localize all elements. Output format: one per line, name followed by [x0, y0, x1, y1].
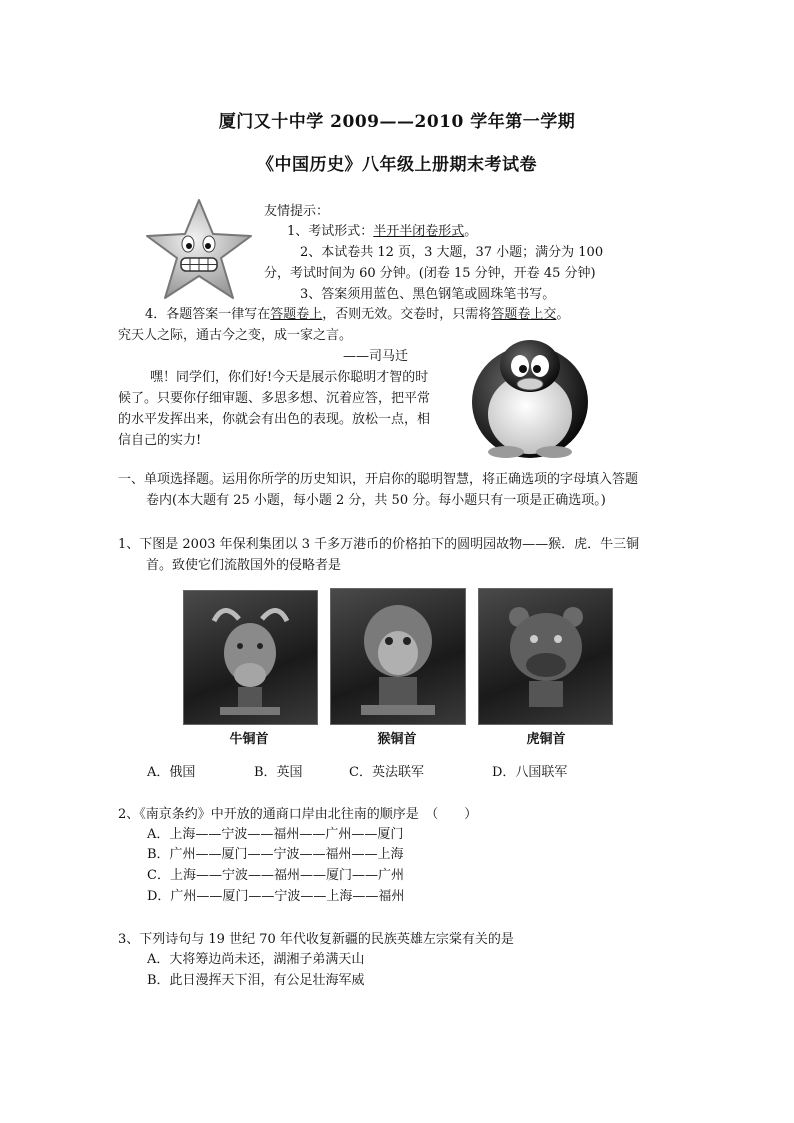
tip-4 [145, 305, 569, 325]
star-mascot-icon [143, 196, 255, 304]
q2-stem: 2、《南京条约》中开放的通商口岸由北往南的顺序是 （ ） [118, 807, 478, 822]
greeting-line-2: 候了。只要你仔细审题、多思多想、沉着应答，把平常 [118, 391, 431, 406]
q3-option-a: A．大将筹边尚未还，湖湘子弟满天山 [147, 952, 365, 967]
q1-option-c: C．英法联军 [349, 765, 424, 780]
caption-ox-head: 牛铜首 [229, 732, 269, 747]
q1-option-d: D．八国联军 [492, 765, 568, 780]
tiger-head-photo [478, 588, 613, 725]
q1-stem-line-1: 1、下图是 2003 年保利集团以 3 千多万港币的价格拍下的圆明园故物——猴．虎．牛三铜 [118, 537, 640, 552]
caption-monkey-head: 猴铜首 [377, 732, 417, 747]
quote-text: 究天人之际，通古今之变，成一家之言。 [118, 328, 353, 343]
monkey-head-icon [331, 589, 465, 724]
q3-stem: 3、下列诗句与 19 世纪 70 年代收复新疆的民族英雄左宗棠有关的是 [118, 932, 514, 947]
tip-1 [287, 222, 477, 242]
q1-option-b: B．英国 [254, 765, 303, 780]
tiger-head-icon [479, 589, 612, 724]
tip-4-c: 。 [556, 307, 570, 322]
tip-4-underlined-2: 答题卷上交 [491, 307, 557, 322]
tip-4-underlined-1: 答题卷上 [270, 307, 323, 322]
ox-head-photo [183, 590, 318, 725]
q2-option-c: C．上海——宁波——福州——厦门——广州 [147, 868, 404, 883]
greeting-line-4: 信自己的实力! [118, 433, 202, 448]
ox-head-icon [184, 591, 317, 724]
tip-1-underlined: 半开半闭卷形式 [373, 224, 465, 239]
q1-option-a: A．俄国 [147, 765, 196, 780]
tip-3: 3、答案须用蓝色、黑色钢笔或圆珠笔书写。 [300, 287, 556, 302]
section-1-note: 卷内(本大题有 25 小题，每小题 2 分，共 50 分。每小题只有一项是正确选项。) [146, 493, 606, 508]
caption-tiger-head: 虎铜首 [526, 732, 566, 747]
q2-option-b: B．广州——厦门——宁波——福州——上海 [147, 847, 404, 862]
q2-option-a: A．上海——宁波——福州——广州——厦门 [147, 827, 404, 842]
exam-title-school: 厦门又十中学 2009——2010 学年第一学期 [218, 112, 576, 132]
tip-1-prefix: 1、考试形式： [287, 224, 374, 239]
exam-title-subject: 《中国历史》八年级上册期末考试卷 [257, 155, 537, 175]
tip-2b: 分，考试时间为 60 分钟。(闭卷 15 分钟，开卷 45 分钟) [264, 266, 596, 281]
tip-2a: 2、本试卷共 12 页，3 大题，37 小题；满分为 100 [300, 245, 604, 260]
tip-4-a: 4．各题答案一律写在 [145, 307, 271, 322]
tips-heading: 友情提示： [264, 204, 330, 219]
tip-1-suffix: 。 [464, 224, 478, 239]
q2-option-d: D．广州——厦门——宁波——上海——福州 [147, 889, 405, 904]
tip-4-b: ，否则无效。交卷时，只需将 [322, 307, 492, 322]
quote-author: ——司马迁 [343, 349, 409, 364]
section-1-heading: 一、单项选择题。运用你所学的历史知识，开启你的聪明智慧，将正确选项的字母填入答题 [118, 472, 639, 487]
penguin-mascot-icon [466, 332, 594, 460]
q1-stem-line-2: 首。致使它们流散国外的侵略者是 [146, 558, 342, 573]
greeting-line-3: 的水平发挥出来，你就会有出色的表现。放松一点，相 [118, 412, 431, 427]
greeting-line-1: 嘿！同学们，你们好!今天是展示你聪明才智的时 [150, 370, 429, 385]
q3-option-b: B．此日漫挥天下泪，有公足壮海军威 [147, 973, 365, 988]
monkey-head-photo [330, 588, 466, 725]
